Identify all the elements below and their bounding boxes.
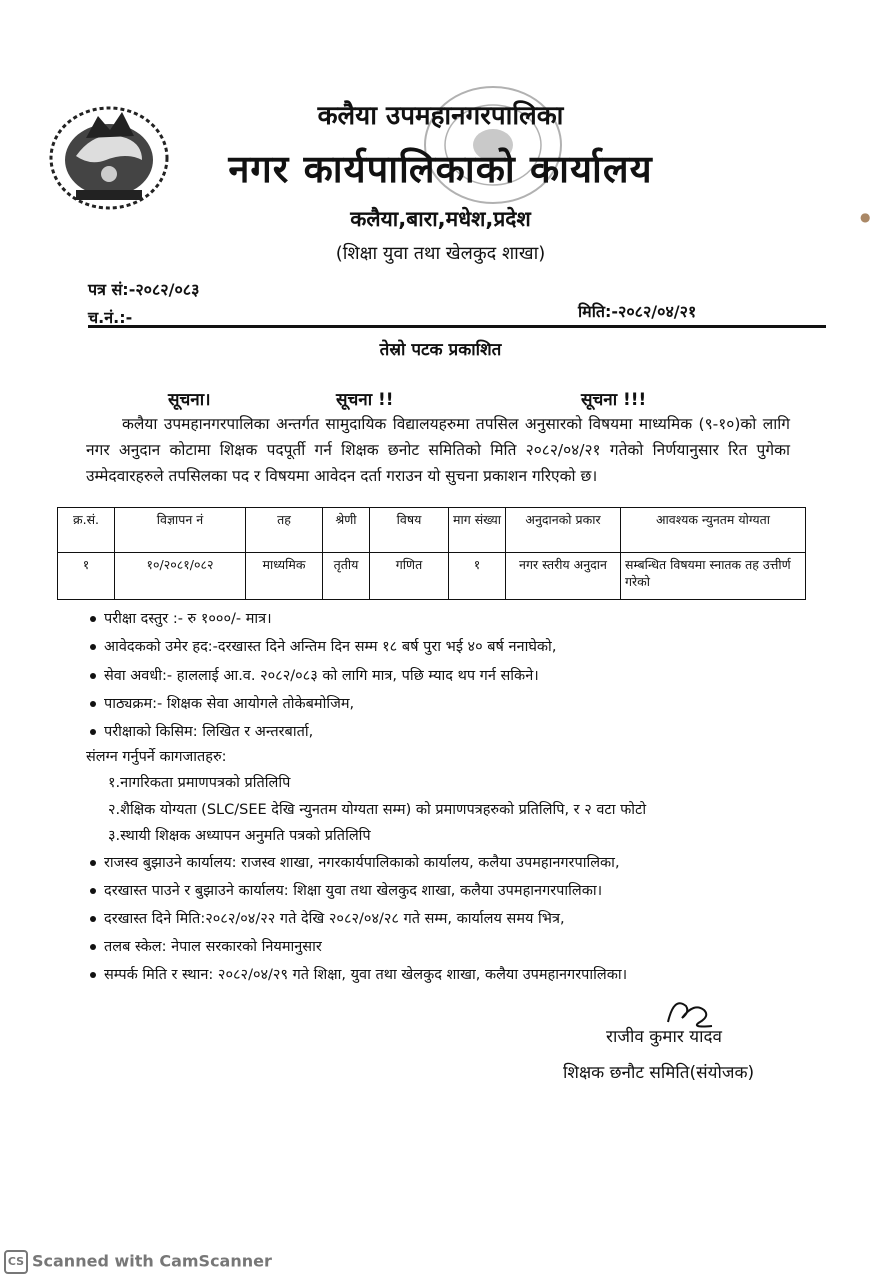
signatory-designation: शिक्षक छनौट समिति(संयोजक) [563,1063,755,1083]
cell-qualification: सम्बन्धित विषयमा स्नातक तह उत्तीर्ण गरेको [621,553,806,600]
vacancy-table [57,507,806,600]
list-item: आवेदकको उमेर हद:-दरखास्त दिने अन्तिम दिन सम्म १८ बर्ष पुरा भई ४० बर्ष ननाघेको, [90,636,556,656]
cell-subject: गणित [370,553,449,600]
branch-name: (शिक्षा युवा तथा खेलकुद शाखा) [335,243,546,264]
attachments-title: संलग्न गर्नुपर्ने कागजातहरु: [86,749,227,765]
table-header-row [58,508,806,553]
header-divider [88,325,826,328]
notice-label-2: सूचना !! [336,390,394,410]
bullet-icon [90,916,96,922]
office-address: कलैया,बारा,मधेश,प्रदेश [350,207,531,231]
bullet-icon [90,944,96,950]
attachment-item: ३.स्थायी शिक्षक अध्यापन अनुमति पत्रको प्रतिलिपि [108,828,371,844]
bullet-icon [90,701,96,707]
cell-class: तृतीय [323,553,370,600]
bullet-icon [90,616,96,622]
scanner-watermark [4,1250,272,1274]
bullet-icon [90,644,96,650]
list-item: सम्पर्क मिति र स्थान: २०८२/०४/२९ गते शिक्षा, युवा तथा खेलकुद शाखा, कलैया उपमहानगरपालिका। [90,964,627,984]
camscanner-logo-icon: CS [4,1250,28,1274]
list-item: पाठ्यक्रम:- शिक्षक सेवा आयोगले तोकेबमोजिम, [90,693,354,713]
bullet-icon [90,888,96,894]
list-item: तलब स्केल: नेपाल सरकारको नियमानुसार [90,936,322,956]
letter-number: पत्र सं:-२०८२/०८३ [88,280,200,299]
bullet-icon [90,729,96,735]
dispatch-number: च.नं.:- [88,308,133,327]
list-item: दरखास्त दिने मिति:२०८२/०४/२२ गते देखि २०८२/०४/२८ गते सम्म, कार्यालय समय भित्र, [90,908,565,928]
list-item: परीक्षा दस्तुर :- रु १०००/- मात्र। [90,608,272,628]
list-item: परीक्षाको किसिम: लिखित र अन्तरबार्ता, [90,721,313,741]
col-level: तह [246,508,323,553]
bullet-icon [90,673,96,679]
notice-label-1: सूचना। [168,390,211,410]
notice-label-3: सूचना !!! [581,390,647,410]
cell-advert-no: १०/२०८१/०८२ [115,553,246,600]
list-item: सेवा अवधी:- हाललाई आ.व. २०८२/०८३ को लागि मात्र, पछि म्याद थप गर्न सकिने। [90,665,539,685]
cell-grant-type: नगर स्तरीय अनुदान [506,553,621,600]
signatory-name: राजीव कुमार यादव [606,1027,722,1047]
list-item: राजस्व बुझाउने कार्यालय: राजस्व शाखा, नगरकार्यपालिकाको कार्यालय, कलैया उपमहानगरपालिका, [90,852,620,872]
intro-paragraph: कलैया उपमहानगरपालिका अन्तर्गत सामुदायिक विद्यालयहरुमा तपसिल अनुसारको विषयमा माध्यमिक (९-१०)को लागि नगर अनुदान कोटामा शिक्षक पदपूर्ती गर्न शिक्षक छनोट समितिको मिति २०८२/०४/२१ गतेको निर्णयानुसार रित पुगेका उम्मेदवारहरुले तपसिलका पद र विषयमा आवेदन दर्ता गराउन यो सुचना प्रकाशन गरिएको छ। [86,415,790,485]
col-grant-type: अनुदानको प्रकार [506,508,621,553]
table-row [58,553,806,600]
municipality-name: कलैया उपमहानगरपालिका [317,101,564,131]
col-class: श्रेणी [323,508,370,553]
list-item: दरखास्त पाउने र बुझाउने कार्यालय: शिक्षा युवा तथा खेलकुद शाखा, कलैया उपमहानगरपालिका। [90,880,602,900]
attachment-item: २.शैक्षिक योग्यता (SLC/SEE देखि न्युनतम योग्यता सम्म) को प्रमाणपत्रहरुको प्रतिलिपि, र २ वटा फोटो [108,802,647,818]
scan-speck: ● [860,210,871,224]
cell-serial: १ [58,553,115,600]
bullet-icon [90,972,96,978]
col-serial: क्र.सं. [58,508,115,553]
col-advert-no: विज्ञापन नं [115,508,246,553]
attachment-item: १.नागरिकता प्रमाणपत्रको प्रतिलिपि [108,775,291,791]
col-subject: विषय [370,508,449,553]
office-name: नगर कार्यपालिकाको कार्यालय [228,147,653,191]
publication-status: तेस्रो पटक प्रकाशित [379,340,502,360]
cell-level: माध्यमिक [246,553,323,600]
letter-date: मिति:-२०८२/०४/२१ [578,302,697,321]
cell-demand: १ [449,553,506,600]
col-demand: माग संख्या [449,508,506,553]
scanner-watermark-text: Scanned with CamScanner [32,1251,272,1271]
col-qualification: आवश्यक न्युनतम योग्यता [621,508,806,553]
bullet-icon [90,860,96,866]
